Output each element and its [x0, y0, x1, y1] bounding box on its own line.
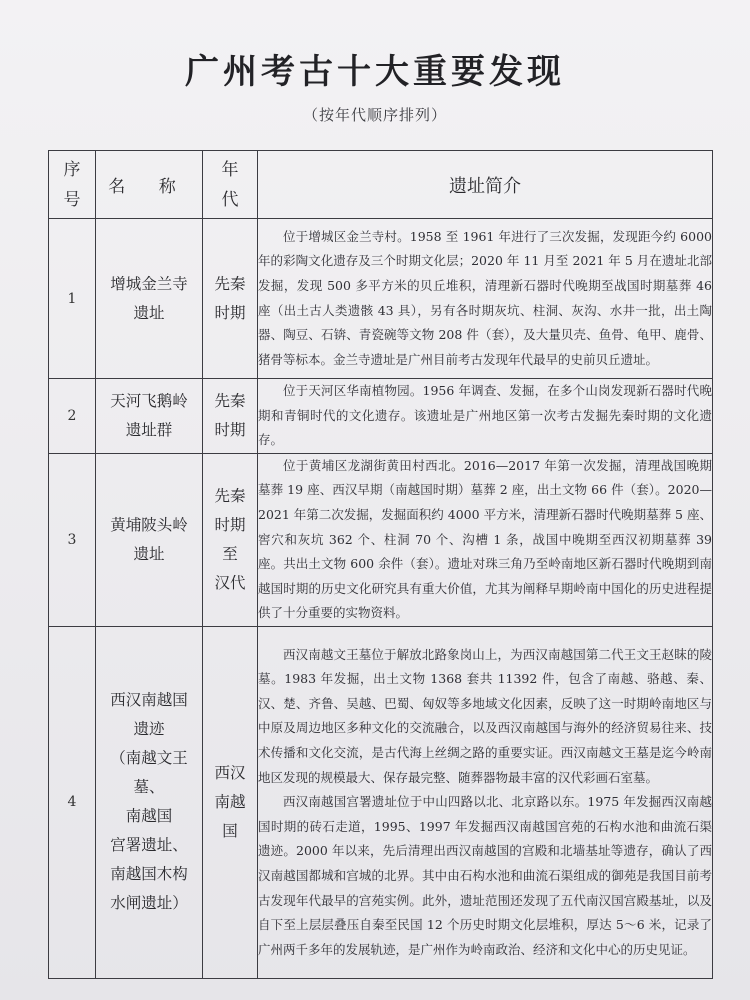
description-paragraph: 西汉南越文王墓位于解放北路象岗山上，为西汉南越国第二代王文王赵眜的陵墓。1983 年发掘，出土文物 1368 套共 11392 件，包含了南越、骆越、秦、汉、楚、齐鲁、吴越、巴蜀、匈奴等多地域文化因素，反映了这一时期岭南地区与中原及周边地区多种文化的交流融合，以及西汉南越国与海外的经济贸易往来、技术传播和文化交流，是古代海上丝绸之路的重要实证。西汉南越文王墓是迄今岭南地区发现的规模最大、保存最完整、随葬器物最丰富的汉代彩画石室墓。 [258, 646, 712, 785]
row-number: 3 [49, 453, 96, 626]
site-era-line: 至 [222, 544, 238, 563]
site-era-line: 先秦 [214, 391, 246, 410]
header-era-line: 年 [221, 159, 239, 180]
site-era [203, 219, 258, 379]
site-name-line: 西汉南越国 [110, 691, 188, 710]
site-era-line: 时期 [214, 420, 246, 439]
description-paragraph: 位于黄埔区龙湖街黄田村西北。2016—2017 年第一次发掘，清理战国晚期墓葬 19 座、西汉早期（南越国时期）墓葬 2 座，出土文物 66 件（套）。2020—2021 年第二次发掘，发掘面积约 4000 平方米，清理新石器时代晚期墓葬 5 座、窖穴和灰坑 362 个、柱洞 70 个、沟槽 1 条，战国中晚期至西汉初期墓葬 39 座。共出土文物 600 余件（套）。遗址对珠三角乃至岭南地区新石器时代晚期到南越国时期的历史文化研究具有重大价值，尤其为阐释早期岭南中国化的历史进程提供了十分重要的实物资料。 [258, 457, 712, 621]
description-paragraph: 西汉南越国宫署遗址位于中山四路以北、北京路以东。1975 年发掘西汉南越国时期的砖石走道，1995、1997 年发掘西汉南越国宫苑的石构水池和曲流石渠遗迹。2000 年以来，先后清理出西汉南越国的宫殿和北墙基址等遗存，确认了西汉南越国都城和宫城的北界。其中由石构水池和曲流石渠组成的御苑是我国目前考古发现年代最早的宫苑实例。此外，遗址范围还发现了五代南汉国宫殿基址，以及自下至上层层叠压自秦至民国 12 个历史时期文化层堆积，厚达 5～6 米，记录了广州两千多年的发展轨迹，是广州作为岭南政治、经济和文化中心的历史见证。 [258, 794, 712, 957]
table-row [49, 219, 713, 379]
site-name [96, 453, 203, 626]
row-number: 4 [49, 626, 96, 978]
row-number: 1 [49, 219, 96, 379]
site-name-line: 增城金兰寺 [110, 274, 188, 293]
site-name [96, 219, 203, 379]
site-name-line: 南越国 [125, 807, 173, 826]
site-name-line: 遗迹 [133, 720, 165, 739]
site-era-line: 西汉 [214, 763, 246, 782]
site-era-line: 国 [222, 821, 238, 840]
site-description [258, 453, 713, 626]
site-name-line: 水闸遗址） [110, 894, 188, 913]
site-era-line: 时期 [214, 515, 246, 534]
site-name-line: 遗址 [133, 544, 165, 563]
site-description [258, 219, 713, 379]
site-era-line: 南越 [214, 792, 246, 811]
site-name [96, 379, 203, 454]
description-paragraph: 位于天河区华南植物园。1956 年调查、发掘，在多个山岗发现新石器时代晚期和青铜时代的文化遗存。该遗址是广州地区第一次考古发掘先秦时期的文化遗存。 [258, 383, 712, 448]
site-era-line: 时期 [214, 303, 246, 322]
site-name-line: （南越文王墓、 [110, 749, 188, 797]
site-era-line: 先秦 [214, 274, 246, 293]
header-description: 遗址简介 [258, 151, 713, 219]
site-name-line: 宫署遗址、 [110, 836, 188, 855]
site-name-line: 南越国木构 [110, 865, 188, 884]
site-description [258, 379, 713, 454]
header-name [96, 151, 203, 219]
site-era-line: 汉代 [214, 573, 246, 592]
description-paragraph: 位于增城区金兰寺村。1958 至 1961 年进行了三次发掘，发现距今约 6000 年的彩陶文化遗存及三个时期文化层；2020 年 11 月至 2021 年 5 月在遗址北部发掘，发现 500 多平方米的贝丘堆积，清理新石器时代晚期至战国时期墓葬 46 座（出土古人类遗骸 43 具），另有各时期灰坑、柱洞、灰沟、水井一批，出土陶器、陶豆、石锛、青瓷碗等文物 208 件（套），及大量贝壳、鱼骨、龟甲、鹿骨、猪骨等标本。金兰寺遗址是广州目前考古发现年代最早的史前贝丘遗址。 [258, 228, 712, 367]
site-era [203, 626, 258, 978]
header-era [203, 151, 258, 219]
table-row [49, 453, 713, 626]
row-number: 2 [49, 379, 96, 454]
header-number [49, 151, 96, 219]
header-number-line: 序 [63, 159, 81, 180]
site-era [203, 379, 258, 454]
site-name-line: 黄埔陂头岭 [110, 515, 188, 534]
table-header-row [49, 151, 713, 219]
site-description [258, 626, 713, 978]
page-title: 广州考古十大重要发现 [185, 52, 565, 92]
sites-table [48, 150, 713, 979]
site-name-line: 遗址 [133, 303, 165, 322]
site-era-line: 先秦 [214, 486, 246, 505]
page-subtitle: （按年代顺序排列） [302, 106, 447, 124]
header-era-line: 代 [221, 189, 239, 210]
site-name-line: 天河飞鹅岭 [110, 391, 188, 410]
table-row [49, 626, 713, 978]
header-number-line: 号 [63, 189, 81, 210]
site-name-line: 遗址群 [125, 420, 173, 439]
header-name-label: 名 称 [108, 177, 190, 197]
site-name [96, 626, 203, 978]
site-era [203, 453, 258, 626]
table-row [49, 379, 713, 454]
